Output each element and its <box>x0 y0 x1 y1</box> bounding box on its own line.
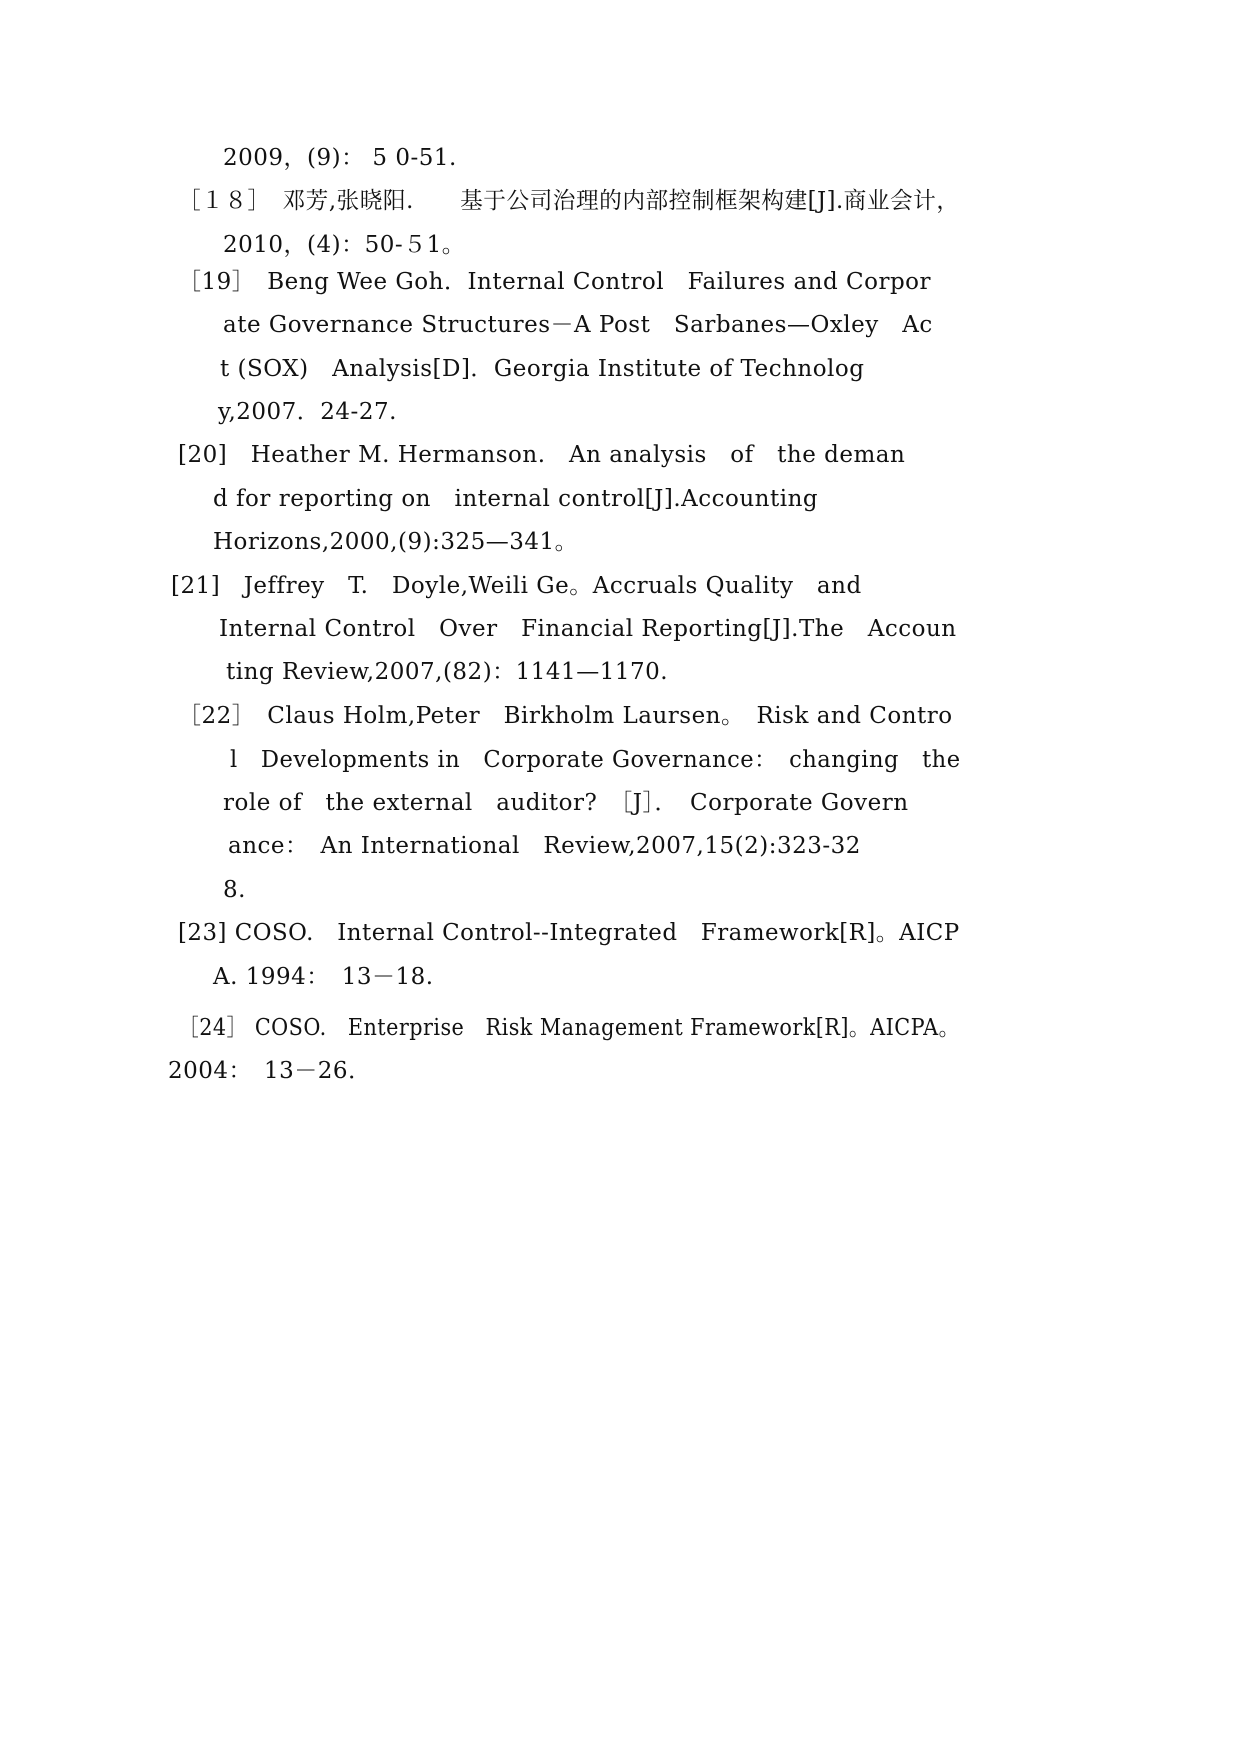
reference-22-line-1: ［22］ Claus Holm,Peter Birkholm Laursen。 Risk and Contro <box>178 703 953 729</box>
reference-21-line-1: [21] Jeffrey T. Doyle,Weili Ge。Accruals Quality and <box>171 573 862 599</box>
reference-23-line-1: [23] COSO. Internal Control--Integrated Framework[R]。AICP <box>178 920 960 946</box>
reference-24-line-2: 2004： 13－26． <box>168 1058 372 1084</box>
reference-21-line-2: Internal Control Over Financial Reporting[J].The Accoun <box>219 616 957 642</box>
reference-20-line-2: d for reporting on internal control[J].Accounting <box>213 486 819 512</box>
reference-23-line-2: A. 1994： 13－18. <box>213 964 434 990</box>
reference-17-line-1: 2009，(9)： 5 0-51. <box>223 145 457 171</box>
reference-22-line-3: role of the external auditor? ［J］． Corporate Govern <box>223 790 909 816</box>
reference-18-line-2: 2010，(4)：50-５1。 <box>223 232 466 258</box>
reference-18-line-1: ［１８］ 邓芳,张晓阳. 基于公司治理的内部控制框架构建[J].商业会计， <box>178 188 960 214</box>
reference-21-line-3: ting Review,2007,(82)：1141—1170. <box>226 659 669 685</box>
reference-19-line-1: ［19］ Beng Wee Goh．Internal Control Failures and Corpor <box>178 269 932 295</box>
reference-22-line-2: l Developments in Corporate Governance： changing the <box>230 747 961 773</box>
reference-19-line-2: ate Governance Structures－A Post Sarbanes—Oxley Ac <box>223 312 933 338</box>
reference-19-line-4: y,2007．24-27. <box>218 399 397 425</box>
reference-20-line-1: [20] Heather M. Hermanson. An analysis of the deman <box>178 442 906 468</box>
reference-22-line-5: 8. <box>223 877 246 903</box>
reference-20-line-3: Horizons,2000,(9):325—341。 <box>213 529 579 555</box>
reference-22-line-4: ance： An International Review,2007,15(2):323-32 <box>228 833 861 859</box>
reference-24-line-1: ［24］ COSO. Enterprise Risk Management Framework[R]。AICPA。 <box>178 1015 960 1041</box>
reference-19-line-3: t (SOX) Analysis[D]．Georgia Institute of Technolog <box>220 356 865 382</box>
